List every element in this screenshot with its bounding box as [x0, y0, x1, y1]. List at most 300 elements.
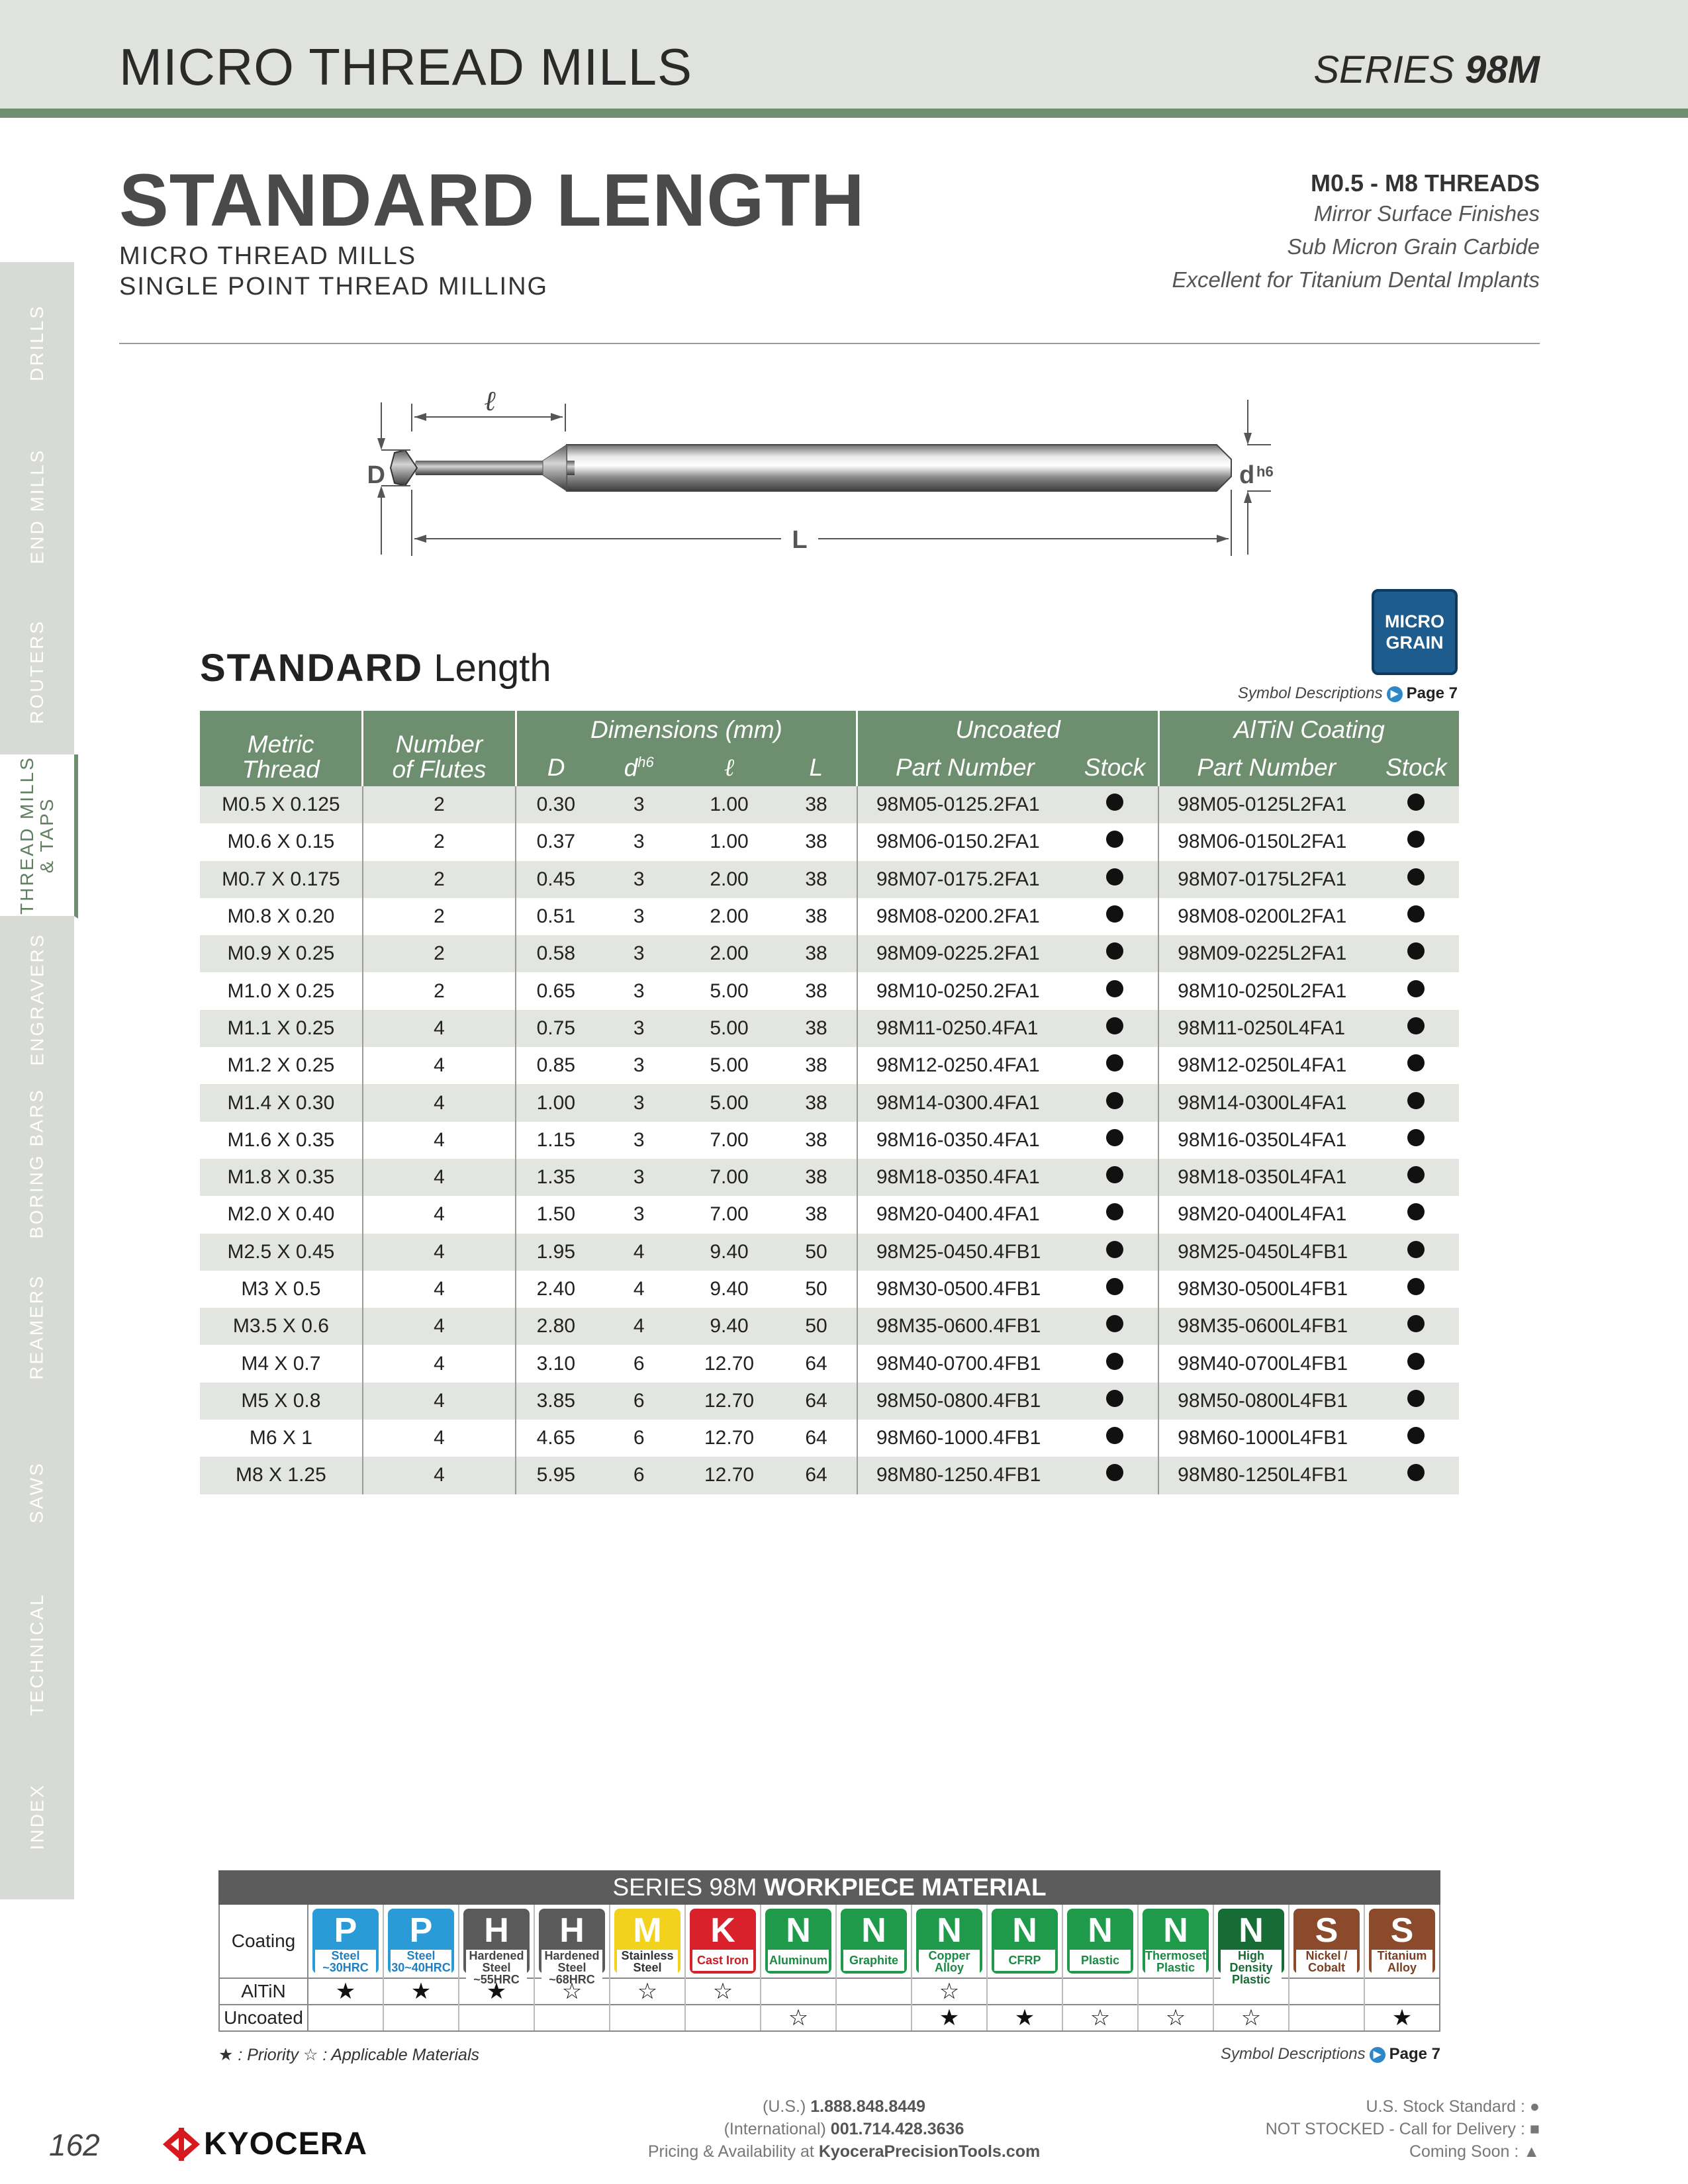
stock-standard-icon — [1106, 868, 1123, 886]
rating-uncoated: ☆ — [1165, 2005, 1186, 2030]
stock-standard-icon — [1407, 1353, 1425, 1370]
material-n-icon: N Aluminum — [765, 1909, 831, 1974]
series-code: 98M — [1465, 48, 1540, 91]
cell-D: 3.10 — [516, 1345, 596, 1382]
cell-D: 1.35 — [516, 1159, 596, 1196]
cell-D: 1.95 — [516, 1234, 596, 1271]
stock-standard-icon — [1106, 1129, 1123, 1146]
cell-d: 3 — [596, 1122, 682, 1159]
cell-altin-stock — [1374, 1271, 1459, 1308]
side-tab-label: SAWS — [26, 1461, 47, 1524]
cell-flutes: 2 — [363, 786, 516, 823]
stock-standard-icon — [1407, 1129, 1425, 1146]
cell-uncoated-part-number: 98M06-0150.2FA1 — [857, 823, 1072, 860]
rating-uncoated — [1289, 2005, 1364, 2030]
table-row — [200, 898, 1459, 935]
cell-l: 7.00 — [682, 1159, 776, 1196]
header-flutes: Number of Flutes — [363, 711, 516, 786]
cell-altin-stock — [1374, 1345, 1459, 1382]
dim-label-d: d — [1239, 461, 1255, 489]
cell-thread: M1.1 X 0.25 — [200, 1010, 363, 1047]
cell-D: 0.45 — [516, 861, 596, 898]
stock-standard-icon — [1106, 1427, 1123, 1444]
cell-L: 64 — [776, 1457, 857, 1494]
material-name: Titanium Alloy — [1372, 1950, 1432, 1974]
stock-standard-icon — [1106, 1017, 1123, 1034]
cell-flutes: 4 — [363, 1234, 516, 1271]
cell-thread: M0.5 X 0.125 — [200, 786, 363, 823]
stock-standard-icon — [1106, 831, 1123, 848]
material-column — [837, 1905, 912, 2030]
side-tab-label: TECHNICAL — [26, 1593, 48, 1716]
cell-altin-stock — [1374, 1457, 1459, 1494]
cell-l: 12.70 — [682, 1457, 776, 1494]
page-number: 162 — [49, 2128, 100, 2162]
material-p-icon: P Steel 30~40HRC — [388, 1909, 454, 1974]
cell-altin-part-number: 98M08-0200L2FA1 — [1158, 898, 1374, 935]
cell-altin-stock — [1374, 1383, 1459, 1420]
rating-uncoated — [308, 2005, 383, 2030]
cell-D: 0.85 — [516, 1047, 596, 1084]
stock-standard-icon — [1106, 794, 1123, 811]
cell-uncoated-stock — [1072, 1122, 1158, 1159]
cell-altin-part-number: 98M16-0350L4FA1 — [1158, 1122, 1374, 1159]
cell-L: 38 — [776, 935, 857, 972]
material-k-icon: K Cast Iron — [690, 1909, 756, 1974]
cell-d: 3 — [596, 1159, 682, 1196]
table-row — [200, 1383, 1459, 1420]
cell-d: 6 — [596, 1420, 682, 1457]
cell-D: 2.40 — [516, 1271, 596, 1308]
material-column — [761, 1905, 837, 2030]
cell-altin-part-number: 98M60-1000L4FB1 — [1158, 1420, 1374, 1457]
cell-thread: M6 X 1 — [200, 1420, 363, 1457]
cell-L: 50 — [776, 1271, 857, 1308]
header-dimensions: Dimensions (mm) — [516, 711, 857, 749]
cell-thread: M3 X 0.5 — [200, 1271, 363, 1308]
symbol-descriptions-link[interactable]: Symbol Descriptions ▶ Page 7 — [1237, 684, 1458, 702]
cell-L: 38 — [776, 861, 857, 898]
cell-uncoated-stock — [1072, 1345, 1158, 1382]
material-h-icon: H Hardened Steel ~68HRC — [539, 1909, 605, 1974]
table-row — [200, 1084, 1459, 1121]
cell-altin-part-number: 98M10-0250L2FA1 — [1158, 972, 1374, 1009]
dim-label-d-sup: h6 — [1256, 463, 1274, 480]
rating-altin: ★ — [384, 1979, 458, 2005]
stock-standard-icon — [1407, 1166, 1425, 1183]
cell-altin-stock — [1374, 861, 1459, 898]
side-tab-label: DRILLS — [26, 304, 48, 382]
cell-d: 6 — [596, 1383, 682, 1420]
material-name: Steel 30~40HRC — [391, 1949, 451, 1974]
cell-d: 4 — [596, 1234, 682, 1271]
header-uncoated-stock: Stock — [1072, 749, 1158, 786]
cell-uncoated-stock — [1072, 786, 1158, 823]
table-row — [200, 1308, 1459, 1345]
rating-altin: ★ — [459, 1979, 534, 2005]
cell-D: 0.65 — [516, 972, 596, 1009]
table-row — [200, 1420, 1459, 1457]
table-row — [200, 1196, 1459, 1233]
cell-d: 3 — [596, 786, 682, 823]
cell-altin-part-number: 98M07-0175L2FA1 — [1158, 861, 1374, 898]
rating-uncoated — [535, 2005, 609, 2030]
header-l: ℓ — [682, 749, 776, 786]
material-column — [1139, 1905, 1214, 2030]
subtitle-1: MICRO THREAD MILLS — [119, 242, 417, 270]
cell-l: 2.00 — [682, 898, 776, 935]
workpiece-row-labels — [220, 1905, 308, 2030]
cell-flutes: 2 — [363, 823, 516, 860]
cell-uncoated-stock — [1072, 823, 1158, 860]
cell-uncoated-part-number: 98M35-0600.4FB1 — [857, 1308, 1072, 1345]
stock-standard-legend: U.S. Stock Standard : ● — [1366, 2097, 1540, 2116]
material-column — [384, 1905, 459, 2030]
cell-l: 9.40 — [682, 1271, 776, 1308]
cell-altin-part-number: 98M80-1250L4FB1 — [1158, 1457, 1374, 1494]
cell-uncoated-part-number: 98M09-0225.2FA1 — [857, 935, 1072, 972]
cell-uncoated-stock — [1072, 1383, 1158, 1420]
symbol-descriptions-link-2[interactable]: Symbol Descriptions ▶ Page 7 — [1220, 2045, 1440, 2063]
tool-drawing — [344, 385, 1297, 569]
table-row — [200, 1345, 1459, 1382]
rating-altin — [1139, 1979, 1213, 2005]
rating-altin: ☆ — [912, 1979, 986, 2005]
stock-legend — [1266, 2095, 1540, 2163]
cell-altin-part-number: 98M12-0250L4FA1 — [1158, 1047, 1374, 1084]
material-h-icon: H Hardened Steel ~55HRC — [463, 1909, 530, 1974]
header-uncoated-part-number: Part Number — [857, 749, 1072, 786]
material-n-icon: N CFRP — [992, 1909, 1058, 1974]
cell-uncoated-stock — [1072, 898, 1158, 935]
cell-uncoated-stock — [1072, 1420, 1158, 1457]
cell-flutes: 4 — [363, 1084, 516, 1121]
cell-D: 0.51 — [516, 898, 596, 935]
contact-info: (U.S.) 1.888.848.8449 (International) 001.714.428.3636 Pricing & Availability at KyoceraPrecisionTools.com — [647, 2097, 1041, 2161]
cell-l: 5.00 — [682, 972, 776, 1009]
rating-uncoated — [610, 2005, 684, 2030]
stock-standard-icon — [1407, 1054, 1425, 1071]
cell-uncoated-part-number: 98M80-1250.4FB1 — [857, 1457, 1072, 1494]
side-tab-end-mills[interactable] — [0, 424, 74, 592]
header-uncoated: Uncoated — [857, 711, 1158, 749]
material-column — [308, 1905, 384, 2030]
phone-us[interactable]: 1.888.848.8449 — [810, 2097, 925, 2116]
table-row — [200, 1047, 1459, 1084]
cell-d: 3 — [596, 861, 682, 898]
cell-L: 38 — [776, 898, 857, 935]
material-column — [912, 1905, 988, 2030]
cell-flutes: 4 — [363, 1308, 516, 1345]
side-tab-label: ENGRAVERS — [26, 933, 47, 1066]
side-tab-technical[interactable] — [0, 1575, 74, 1737]
cell-L: 38 — [776, 1047, 857, 1084]
material-column — [686, 1905, 761, 2030]
cell-d: 3 — [596, 1010, 682, 1047]
cell-thread: M1.8 X 0.35 — [200, 1159, 363, 1196]
coating-label: Coating — [220, 1905, 307, 1979]
rating-altin — [1063, 1979, 1137, 2005]
cell-d: 3 — [596, 935, 682, 972]
cell-L: 38 — [776, 1084, 857, 1121]
arrow-right-icon: ▶ — [1370, 2047, 1385, 2063]
cell-L: 38 — [776, 1122, 857, 1159]
subtitle-2: SINGLE POINT THREAD MILLING — [119, 273, 549, 300]
stock-standard-icon — [1407, 905, 1425, 923]
cell-uncoated-stock — [1072, 972, 1158, 1009]
thread-range: M0.5 - M8 THREADS — [1310, 169, 1540, 197]
stock-standard-icon — [1106, 1166, 1123, 1183]
rating-uncoated: ★ — [939, 2005, 960, 2030]
table-row — [200, 1271, 1459, 1308]
stock-standard-icon — [1407, 1017, 1425, 1034]
cell-l: 1.00 — [682, 823, 776, 860]
stock-standard-icon — [1106, 942, 1123, 960]
logo-text: KYOCERA — [204, 2126, 368, 2161]
cell-uncoated-part-number: 98M08-0200.2FA1 — [857, 898, 1072, 935]
side-tab-engravers[interactable] — [0, 916, 74, 1085]
stock-standard-icon — [1106, 905, 1123, 923]
material-name: Steel ~30HRC — [315, 1950, 376, 1974]
cell-d: 6 — [596, 1345, 682, 1382]
dim-label-D: D — [367, 461, 385, 489]
side-tab-index[interactable] — [0, 1734, 74, 1902]
cell-l: 12.70 — [682, 1383, 776, 1420]
cell-d: 4 — [596, 1308, 682, 1345]
material-name: Copper Alloy — [919, 1950, 980, 1974]
header-altin-stock: Stock — [1374, 749, 1459, 786]
phone-international[interactable]: 001.714.428.3636 — [830, 2120, 964, 2138]
stock-standard-icon — [1407, 1390, 1425, 1407]
rating-uncoated — [837, 2005, 911, 2030]
cell-d: 3 — [596, 1084, 682, 1121]
material-name: High Density Plastic — [1221, 1950, 1282, 1985]
material-name: Hardened Steel ~55HRC — [466, 1950, 527, 1985]
side-tab-label: THREAD MILLS & TAPS — [17, 756, 58, 915]
table-title: STANDARD Length — [200, 647, 551, 690]
cell-flutes: 4 — [363, 1122, 516, 1159]
header-divider — [0, 109, 1688, 118]
stock-standard-icon — [1407, 942, 1425, 960]
cell-uncoated-stock — [1072, 1159, 1158, 1196]
header-d: $d^{h6}$ — [596, 749, 682, 786]
website-link[interactable]: KyoceraPrecisionTools.com — [818, 2142, 1041, 2161]
cell-thread: M1.4 X 0.30 — [200, 1084, 363, 1121]
cell-thread: M0.8 X 0.20 — [200, 898, 363, 935]
cell-uncoated-part-number: 98M10-0250.2FA1 — [857, 972, 1072, 1009]
cell-altin-part-number: 98M40-0700L4FB1 — [1158, 1345, 1374, 1382]
cell-uncoated-part-number: 98M16-0350.4FA1 — [857, 1122, 1072, 1159]
table-row — [200, 1234, 1459, 1271]
cell-altin-stock — [1374, 1084, 1459, 1121]
material-column — [610, 1905, 686, 2030]
cell-altin-stock — [1374, 786, 1459, 823]
feature-3: Excellent for Titanium Dental Implants — [1172, 267, 1540, 292]
cell-L: 38 — [776, 823, 857, 860]
cell-altin-part-number: 98M25-0450L4FB1 — [1158, 1234, 1374, 1271]
row-label-uncoated: Uncoated — [224, 2007, 303, 2028]
side-tab-thread-mills-taps[interactable] — [0, 754, 78, 919]
cell-uncoated-part-number: 98M12-0250.4FA1 — [857, 1047, 1072, 1084]
cell-uncoated-part-number: 98M11-0250.4FA1 — [857, 1010, 1072, 1047]
cell-flutes: 4 — [363, 1271, 516, 1308]
header-D: D — [516, 749, 596, 786]
rating-uncoated: ★ — [1391, 2005, 1413, 2030]
header-altin-part-number: Part Number — [1158, 749, 1374, 786]
cell-thread: M0.7 X 0.175 — [200, 861, 363, 898]
cell-flutes: 2 — [363, 972, 516, 1009]
side-tab-drills[interactable] — [0, 262, 74, 426]
cell-altin-part-number: 98M20-0400L4FA1 — [1158, 1196, 1374, 1233]
cell-flutes: 2 — [363, 861, 516, 898]
material-column — [1365, 1905, 1439, 2030]
cell-altin-part-number: 98M09-0225L2FA1 — [1158, 935, 1374, 972]
table-row — [200, 972, 1459, 1009]
side-tab-saws[interactable] — [0, 1410, 74, 1578]
rating-altin: ☆ — [535, 1979, 609, 2005]
stock-standard-icon — [1407, 1092, 1425, 1109]
cell-uncoated-part-number: 98M25-0450.4FB1 — [857, 1234, 1072, 1271]
arrow-right-icon: ▶ — [1387, 686, 1403, 702]
side-tab-reamers[interactable] — [0, 1244, 74, 1412]
material-name: Cast Iron — [692, 1950, 753, 1971]
stock-standard-icon — [1407, 1464, 1425, 1481]
table-row — [200, 861, 1459, 898]
table-row — [200, 1457, 1459, 1494]
cell-d: 3 — [596, 898, 682, 935]
cell-thread: M2.0 X 0.40 — [200, 1196, 363, 1233]
section-title: STANDARD LENGTH — [119, 159, 865, 242]
material-n-icon: N Copper Alloy — [916, 1909, 982, 1974]
cell-uncoated-part-number: 98M07-0175.2FA1 — [857, 861, 1072, 898]
cell-flutes: 4 — [363, 1047, 516, 1084]
table-row — [200, 935, 1459, 972]
side-tab-boring-bars[interactable] — [0, 1083, 74, 1247]
cell-altin-part-number: 98M11-0250L4FA1 — [1158, 1010, 1374, 1047]
feature-2: Sub Micron Grain Carbide — [1287, 234, 1540, 259]
material-m-icon: M Stainless Steel — [614, 1909, 680, 1974]
cell-flutes: 4 — [363, 1420, 516, 1457]
cell-flutes: 4 — [363, 1010, 516, 1047]
cell-altin-stock — [1374, 1047, 1459, 1084]
stock-standard-icon — [1407, 1427, 1425, 1444]
rating-uncoated: ☆ — [1241, 2005, 1262, 2030]
stock-standard-icon — [1407, 1278, 1425, 1295]
dim-label-L: L — [792, 526, 808, 554]
cell-uncoated-stock — [1072, 1010, 1158, 1047]
cell-altin-stock — [1374, 1122, 1459, 1159]
cell-L: 64 — [776, 1383, 857, 1420]
material-s-icon: S Nickel / Cobalt — [1293, 1909, 1360, 1974]
cell-thread: M0.6 X 0.15 — [200, 823, 363, 860]
cell-uncoated-part-number: 98M60-1000.4FB1 — [857, 1420, 1072, 1457]
stock-standard-icon — [1106, 980, 1123, 997]
material-column — [535, 1905, 610, 2030]
coming-soon-legend: Coming Soon : ▲ — [1409, 2142, 1540, 2161]
material-name: Graphite — [843, 1950, 904, 1971]
cell-altin-stock — [1374, 1234, 1459, 1271]
table-row — [200, 1122, 1459, 1159]
stock-standard-icon — [1106, 1092, 1123, 1109]
cell-d: 3 — [596, 1196, 682, 1233]
cell-L: 38 — [776, 1196, 857, 1233]
cell-flutes: 2 — [363, 898, 516, 935]
material-column — [1214, 1905, 1289, 2030]
cell-uncoated-part-number: 98M50-0800.4FB1 — [857, 1383, 1072, 1420]
cell-altin-part-number: 98M18-0350L4FA1 — [1158, 1159, 1374, 1196]
material-n-icon: N Graphite — [841, 1909, 907, 1974]
material-name: Plastic — [1070, 1950, 1131, 1971]
rating-uncoated — [686, 2005, 760, 2030]
cell-D: 5.95 — [516, 1457, 596, 1494]
cell-thread: M8 X 1.25 — [200, 1457, 363, 1494]
cell-altin-stock — [1374, 1196, 1459, 1233]
cell-altin-part-number: 98M50-0800L4FB1 — [1158, 1383, 1374, 1420]
cell-altin-part-number: 98M14-0300L4FA1 — [1158, 1084, 1374, 1121]
material-column — [1063, 1905, 1139, 2030]
cell-uncoated-part-number: 98M40-0700.4FB1 — [857, 1345, 1072, 1382]
side-tab-label: ROUTERS — [26, 619, 47, 724]
cell-uncoated-part-number: 98M30-0500.4FB1 — [857, 1271, 1072, 1308]
material-name: Hardened Steel ~68HRC — [541, 1950, 602, 1985]
cell-D: 0.37 — [516, 823, 596, 860]
stock-standard-icon — [1106, 1390, 1123, 1407]
cell-uncoated-part-number: 98M05-0125.2FA1 — [857, 786, 1072, 823]
cell-D: 1.50 — [516, 1196, 596, 1233]
cell-flutes: 4 — [363, 1457, 516, 1494]
cell-altin-stock — [1374, 935, 1459, 972]
cell-l: 2.00 — [682, 861, 776, 898]
cell-altin-stock — [1374, 898, 1459, 935]
cell-D: 1.00 — [516, 1084, 596, 1121]
cell-d: 3 — [596, 972, 682, 1009]
cell-uncoated-stock — [1072, 1308, 1158, 1345]
cell-altin-stock — [1374, 1308, 1459, 1345]
cell-L: 38 — [776, 786, 857, 823]
material-column — [459, 1905, 535, 2030]
side-tab-label: INDEX — [26, 1783, 47, 1850]
cell-thread: M2.5 X 0.45 — [200, 1234, 363, 1271]
feature-1: Mirror Surface Finishes — [1313, 201, 1540, 226]
cell-altin-stock — [1374, 1159, 1459, 1196]
divider — [119, 343, 1540, 344]
cell-d: 6 — [596, 1457, 682, 1494]
header-metric-thread: Metric Thread — [200, 711, 363, 786]
material-name: CFRP — [994, 1950, 1055, 1971]
table-row — [200, 786, 1459, 823]
material-n-icon: N High Density Plastic — [1218, 1909, 1284, 1974]
cell-flutes: 4 — [363, 1196, 516, 1233]
side-tab-routers[interactable] — [0, 589, 74, 757]
cell-uncoated-part-number: 98M18-0350.4FA1 — [857, 1159, 1072, 1196]
table-row — [200, 823, 1459, 860]
cell-d: 3 — [596, 1047, 682, 1084]
cell-thread: M3.5 X 0.6 — [200, 1308, 363, 1345]
cell-l: 9.40 — [682, 1234, 776, 1271]
table-row — [200, 1159, 1459, 1196]
cell-altin-stock — [1374, 972, 1459, 1009]
cell-flutes: 4 — [363, 1383, 516, 1420]
cell-altin-part-number: 98M06-0150L2FA1 — [1158, 823, 1374, 860]
cell-flutes: 4 — [363, 1345, 516, 1382]
stock-standard-icon — [1407, 831, 1425, 848]
page-title: MICRO THREAD MILLS — [119, 38, 693, 96]
cell-L: 50 — [776, 1234, 857, 1271]
cell-D: 4.65 — [516, 1420, 596, 1457]
cell-thread: M1.6 X 0.35 — [200, 1122, 363, 1159]
rating-altin — [1289, 1979, 1364, 2005]
cell-D: 2.80 — [516, 1308, 596, 1345]
